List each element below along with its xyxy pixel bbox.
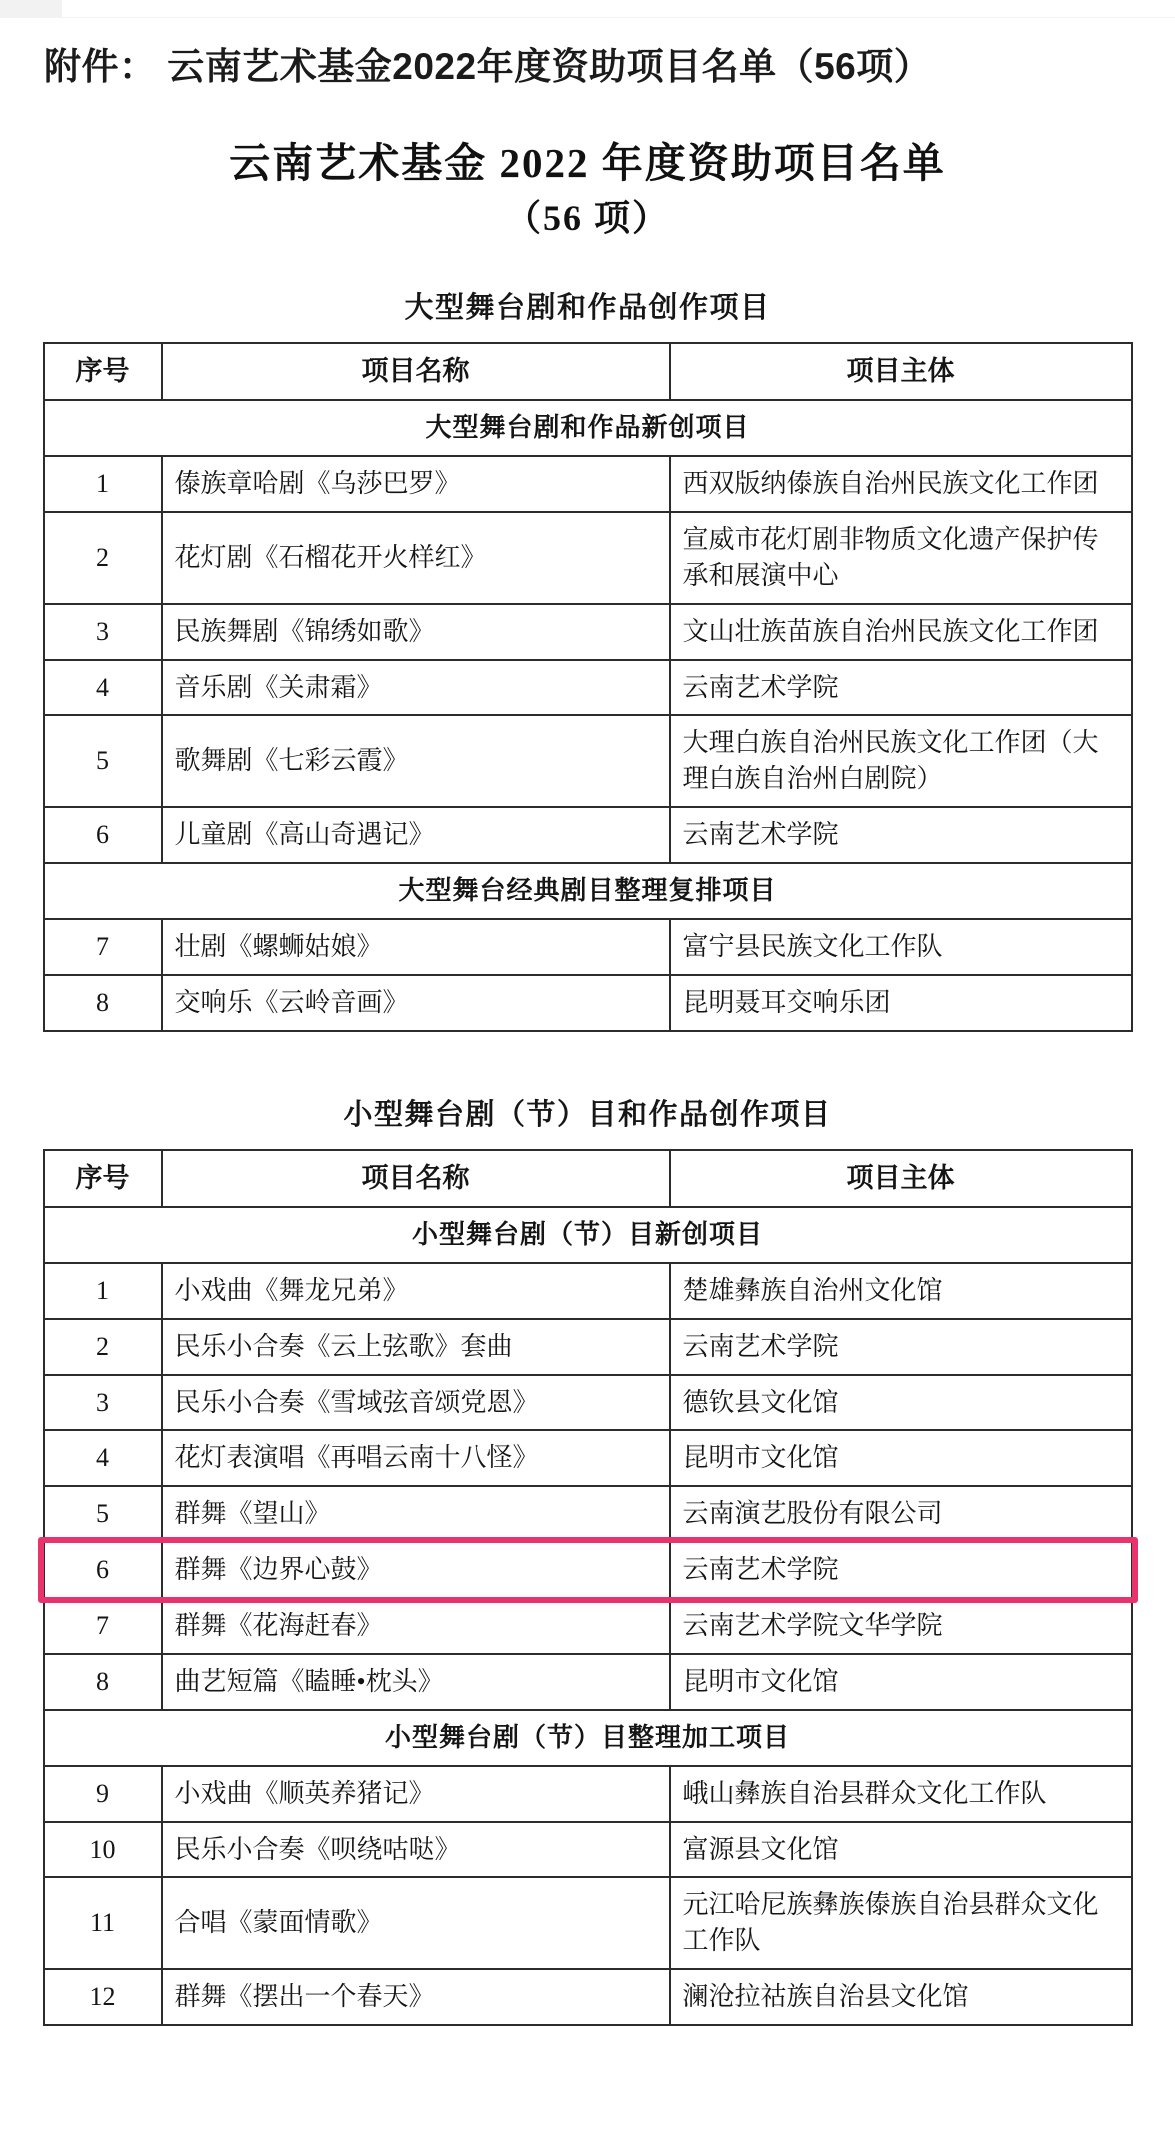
- cell-no: 6: [44, 1542, 162, 1598]
- table-row: [44, 1766, 1132, 1822]
- cell-name: 群舞《望山》: [162, 1486, 670, 1542]
- cell-no: 8: [44, 1654, 162, 1710]
- table-row: [44, 1263, 1132, 1319]
- cell-no: 12: [44, 1969, 162, 2025]
- cell-name: 合唱《蒙面情歌》: [162, 1877, 670, 1969]
- cell-name: 交响乐《云岭音画》: [162, 975, 670, 1031]
- table-section-2: [43, 1149, 1133, 2026]
- table-subheader-row: [44, 1207, 1132, 1263]
- table-row: [44, 807, 1132, 863]
- table-row: [44, 1486, 1132, 1542]
- cell-no: 4: [44, 1430, 162, 1486]
- table-subheader-label: 小型舞台剧（节）目整理加工项目: [44, 1710, 1132, 1766]
- table-row: [44, 1654, 1132, 1710]
- table-header-row: [44, 1150, 1132, 1207]
- cell-no: 6: [44, 807, 162, 863]
- cell-name: 群舞《摆出一个春天》: [162, 1969, 670, 2025]
- cell-org: 云南艺术学院: [670, 660, 1132, 716]
- cell-org: 大理白族自治州民族文化工作团（大理白族自治州白剧院）: [670, 715, 1132, 807]
- cell-org: 富宁县民族文化工作队: [670, 919, 1132, 975]
- cell-no: 2: [44, 1319, 162, 1375]
- cell-name: 小戏曲《顺英养猪记》: [162, 1766, 670, 1822]
- cell-org: 澜沧拉祜族自治县文化馆: [670, 1969, 1132, 2025]
- cell-name: 民乐小合奏《雪域弦音颂党恩》: [162, 1375, 670, 1431]
- cell-no: 3: [44, 604, 162, 660]
- top-strip-block: [0, 0, 62, 17]
- cell-name: 花灯表演唱《再唱云南十八怪》: [162, 1430, 670, 1486]
- section-heading-1: 大型舞台剧和作品创作项目: [404, 291, 771, 324]
- cell-no: 5: [44, 715, 162, 807]
- table-subheader-label: 大型舞台剧和作品新创项目: [44, 400, 1132, 456]
- cell-no: 7: [44, 919, 162, 975]
- section-heading-2: 小型舞台剧（节）目和作品创作项目: [343, 1098, 832, 1131]
- column-header-org: 项目主体: [670, 343, 1132, 400]
- table-header-row: [44, 343, 1132, 400]
- cell-name: 民乐小合奏《呗绕咕哒》: [162, 1822, 670, 1878]
- table-row: [44, 1598, 1132, 1654]
- table-subheader-row: [44, 863, 1132, 919]
- table-row: [44, 1430, 1132, 1486]
- table-section-1: [43, 342, 1133, 1032]
- cell-no: 2: [44, 512, 162, 604]
- cell-name: 民乐小合奏《云上弦歌》套曲: [162, 1319, 670, 1375]
- attachment-heading: 附件： 云南艺术基金2022年度资助项目名单（56项）: [44, 46, 932, 87]
- cell-org: 文山壮族苗族自治州民族文化工作团: [670, 604, 1132, 660]
- table-row: [44, 1877, 1132, 1969]
- cell-no: 5: [44, 1486, 162, 1542]
- cell-org: 楚雄彝族自治州文化馆: [670, 1263, 1132, 1319]
- table-row: [44, 919, 1132, 975]
- cell-name: 壮剧《螺蛳姑娘》: [162, 919, 670, 975]
- cell-org: 云南艺术学院: [670, 1542, 1132, 1598]
- top-strip: [0, 0, 1175, 18]
- cell-name: 儿童剧《高山奇遇记》: [162, 807, 670, 863]
- cell-org: 云南艺术学院: [670, 807, 1132, 863]
- cell-name: 花灯剧《石榴花开火样红》: [162, 512, 670, 604]
- table-row: [44, 1822, 1132, 1878]
- table-row: [44, 660, 1132, 716]
- cell-name: 小戏曲《舞龙兄弟》: [162, 1263, 670, 1319]
- document-title-line2: （56 项）: [504, 197, 670, 238]
- document-title: [0, 136, 1175, 245]
- cell-name: 群舞《花海赶春》: [162, 1598, 670, 1654]
- table-subheader-row: [44, 1710, 1132, 1766]
- cell-org: 德钦县文化馆: [670, 1375, 1132, 1431]
- cell-name: 歌舞剧《七彩云霞》: [162, 715, 670, 807]
- column-header-no: 序号: [44, 343, 162, 400]
- table-row: [44, 975, 1132, 1031]
- table-row: [44, 456, 1132, 512]
- table-row: [44, 715, 1132, 807]
- cell-name: 曲艺短篇《瞌睡•枕头》: [162, 1654, 670, 1710]
- cell-no: 1: [44, 456, 162, 512]
- cell-name: 音乐剧《关肃霜》: [162, 660, 670, 716]
- cell-no: 9: [44, 1766, 162, 1822]
- table-row: [44, 1375, 1132, 1431]
- cell-name: 傣族章哈剧《乌莎巴罗》: [162, 456, 670, 512]
- column-header-org: 项目主体: [670, 1150, 1132, 1207]
- cell-no: 3: [44, 1375, 162, 1431]
- cell-org: 云南艺术学院: [670, 1319, 1132, 1375]
- document-title-line1: 云南艺术基金 2022 年度资助项目名单: [229, 139, 946, 186]
- cell-org: 宣威市花灯剧非物质文化遗产保护传承和展演中心: [670, 512, 1132, 604]
- table-row: [44, 1319, 1132, 1375]
- column-header-name: 项目名称: [162, 343, 670, 400]
- bottom-spacer: [0, 2026, 1175, 2036]
- table-row: [44, 604, 1132, 660]
- cell-org: 云南演艺股份有限公司: [670, 1486, 1132, 1542]
- table-subheader-label: 小型舞台剧（节）目新创项目: [44, 1207, 1132, 1263]
- table-row: [44, 512, 1132, 604]
- table-subheader-row: [44, 400, 1132, 456]
- cell-no: 11: [44, 1877, 162, 1969]
- table-row-highlighted: [44, 1542, 1132, 1598]
- cell-no: 4: [44, 660, 162, 716]
- cell-no: 10: [44, 1822, 162, 1878]
- cell-no: 7: [44, 1598, 162, 1654]
- column-header-name: 项目名称: [162, 1150, 670, 1207]
- column-header-no: 序号: [44, 1150, 162, 1207]
- cell-org: 昆明市文化馆: [670, 1430, 1132, 1486]
- cell-org: 昆明聂耳交响乐团: [670, 975, 1132, 1031]
- cell-org: 富源县文化馆: [670, 1822, 1132, 1878]
- cell-org: 峨山彝族自治县群众文化工作队: [670, 1766, 1132, 1822]
- cell-no: 1: [44, 1263, 162, 1319]
- cell-name: 民族舞剧《锦绣如歌》: [162, 604, 670, 660]
- cell-no: 8: [44, 975, 162, 1031]
- table-subheader-label: 大型舞台经典剧目整理复排项目: [44, 863, 1132, 919]
- cell-org: 元江哈尼族彝族傣族自治县群众文化工作队: [670, 1877, 1132, 1969]
- cell-name: 群舞《边界心鼓》: [162, 1542, 670, 1598]
- cell-org: 昆明市文化馆: [670, 1654, 1132, 1710]
- table-row: [44, 1969, 1132, 2025]
- cell-org: 云南艺术学院文华学院: [670, 1598, 1132, 1654]
- cell-org: 西双版纳傣族自治州民族文化工作团: [670, 456, 1132, 512]
